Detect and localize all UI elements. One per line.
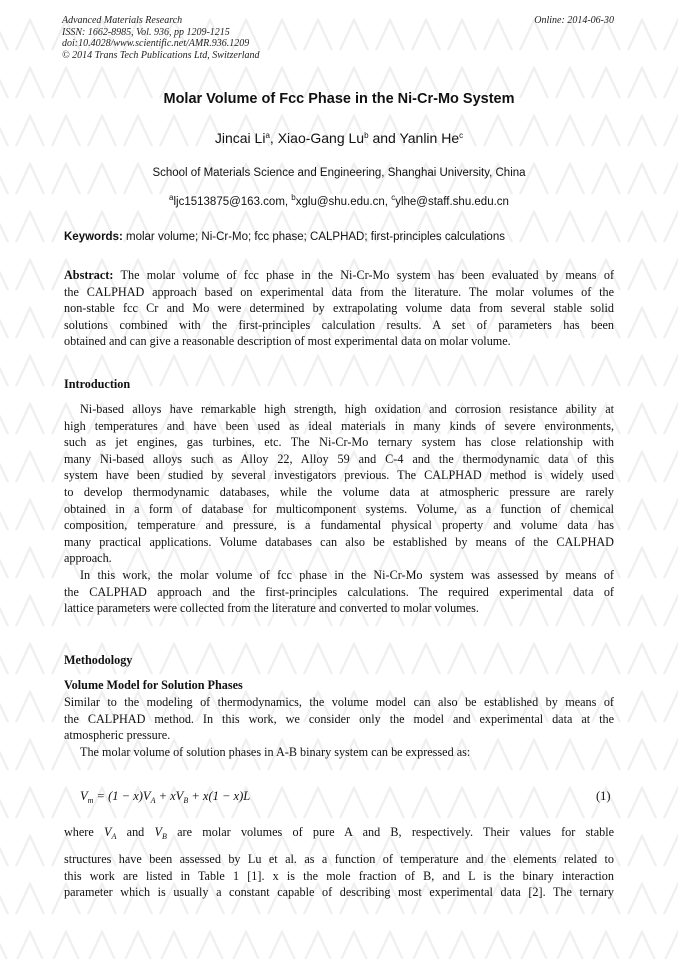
- abstract-line: [64, 267, 614, 284]
- section-heading-methodology: Methodology: [64, 653, 133, 667]
- intro-line: Ni-based alloys have remarkable high strength, high oxidation and corrosion resistance ability at: [80, 402, 614, 416]
- intro-line: many practical applications. Volume databases can also be established by means of the CALPHAD: [64, 534, 614, 549]
- variable-vb: [155, 825, 167, 839]
- equation-number: (1): [596, 789, 611, 803]
- email-superscript: c: [391, 193, 396, 202]
- keywords-label: Keywords:: [64, 231, 123, 243]
- method-line: the CALPHAD method. In this work, we consider only the model and experimental data at the: [64, 711, 614, 726]
- abstract: [64, 267, 614, 350]
- eq-term: + x(1 − x)L: [188, 789, 251, 803]
- author-superscript: b: [364, 131, 369, 140]
- variable-subscript: A: [111, 832, 117, 841]
- intro-line: the CALPHAD approach and the first-principles calculations. The required experimental data of: [64, 584, 614, 599]
- text-run: are molar volumes of pure A and B, respectively. Their values for stable: [166, 825, 614, 839]
- post-eq-line: this work are listed in Table 1 [1]. x is the mole fraction of B, and L is the binary interaction: [64, 868, 614, 883]
- journal-name: Advanced Materials Research: [62, 15, 183, 26]
- email-address: xglu@shu.edu.cn,: [295, 196, 392, 208]
- copyright-line: © 2014 Trans Tech Publications Ltd, Switzerland: [62, 49, 260, 61]
- method-line: The molar volume of solution phases in A-B binary system can be expressed as:: [80, 744, 471, 759]
- intro-line: In this work, the molar volume of fcc phase in the Ni-Cr-Mo system was assessed by means of: [80, 567, 614, 582]
- eq-term: = (1 − x)V: [93, 789, 151, 803]
- intro-line: obtained in a form of database for multicomponent systems. Volume, as a function of chemical: [64, 501, 614, 516]
- methodology-body: [64, 694, 614, 760]
- intro-line: system have been studied by several investigators previous. The CALPHAD method is widely used: [64, 468, 614, 483]
- intro-line: approach.: [64, 551, 112, 566]
- post-eq-line: [64, 824, 614, 845]
- eq-subscript: A: [150, 796, 156, 805]
- subsection-heading-volume-model: Volume Model for Solution Phases: [64, 678, 243, 692]
- intro-line: composition, temperature and pressure, is a fundamental physical property and volume data has: [64, 518, 614, 533]
- eq-subscript: B: [183, 796, 189, 805]
- introduction-body: [64, 401, 614, 617]
- email-superscript: b: [291, 193, 296, 202]
- eq-lhs-subscript: m: [87, 796, 94, 805]
- eq-lhs: V: [80, 789, 88, 803]
- doi-line: doi:10.4028/www.scientific.net/AMR.936.1209: [62, 38, 250, 50]
- text-run: where: [64, 825, 105, 839]
- email-address: ljc1513875@163.com,: [173, 196, 292, 208]
- intro-line: such as jet engines, gas turbines, etc. The Ni-Cr-Mo ternary system has close relationship with: [64, 435, 614, 450]
- author-separator: ,: [269, 130, 278, 146]
- author-superscript: c: [459, 131, 464, 140]
- email-superscript: a: [169, 193, 174, 202]
- online-date: Online: 2014-06-30: [534, 15, 614, 26]
- text-run: and: [116, 825, 155, 839]
- journal-header: [62, 15, 260, 61]
- author-name: Xiao-Gang Lu: [277, 130, 365, 146]
- variable-symbol: V: [104, 825, 112, 839]
- watermark-stroke: [0, 932, 678, 959]
- method-line: Similar to the modeling of thermodynamics, the volume model can also be established by means of: [64, 695, 614, 709]
- variable-symbol: V: [154, 825, 162, 839]
- abstract-line: obtained and can give a reasonable description of most experimental data on molar volume.: [64, 334, 511, 349]
- intro-line: many Ni-based alloys such as Alloy 22, Alloy 59 and C-4 and the thermodynamic data of this: [64, 451, 614, 466]
- intro-line: to develop thermodynamic databases, while the volume data at atmospheric pressure are rarely: [64, 484, 614, 499]
- author-name: Jincai Li: [214, 130, 266, 146]
- keywords: [64, 231, 505, 243]
- keywords-text: molar volume; Ni-Cr-Mo; fcc phase; CALPHAD; first-principles calculations: [122, 231, 505, 243]
- intro-line: high temperatures and have been used as ideal materials in many kinds of severe environments,: [64, 418, 614, 433]
- abstract-line: solutions combined with the first-principles calculation results. A set of parameters has been: [64, 317, 614, 332]
- issn-line: ISSN: 1662-8985, Vol. 936, pp 1209-1215: [62, 26, 230, 38]
- affiliation: School of Materials Science and Engineering, Shanghai University, China: [152, 167, 526, 179]
- post-eq-line: parameter which is usually a constant capable of describing most experimental data [2]. The ternary: [64, 885, 614, 900]
- method-line: atmospheric pressure.: [64, 728, 171, 743]
- section-heading-introduction: Introduction: [64, 377, 131, 391]
- intro-line: lattice parameters were collected from the literature and converted to molar volumes.: [64, 601, 479, 616]
- abstract-label: Abstract:: [64, 268, 114, 282]
- paper-title: Molar Volume of Fcc Phase in the Ni-Cr-Mo System: [163, 91, 515, 107]
- variable-va: [104, 825, 116, 839]
- abstract-line: the CALPHAD approach based on experimental data from the literature. The molar volumes of the: [64, 284, 614, 299]
- variable-subscript: B: [161, 832, 167, 841]
- author-name: Yanlin He: [399, 130, 460, 146]
- email-address: ylhe@staff.shu.edu.cn: [395, 196, 509, 208]
- author-superscript: a: [265, 131, 270, 140]
- eq-term: + xV: [155, 789, 184, 803]
- author-separator: and: [368, 130, 400, 146]
- author-list: [0, 130, 678, 146]
- abstract-line: non-stable fcc Cr and Mo were determined by extrapolating volume data from several stable solid: [64, 301, 614, 316]
- post-eq-line: structures have been assessed by Lu et al. as a function of temperature and the elements related to: [64, 852, 614, 866]
- post-equation-body: [64, 824, 614, 901]
- abstract-text: The molar volume of fcc phase in the Ni-Cr-Mo system has been evaluated by means of: [113, 268, 614, 282]
- email-list: [0, 193, 678, 208]
- equation-1: [80, 789, 250, 805]
